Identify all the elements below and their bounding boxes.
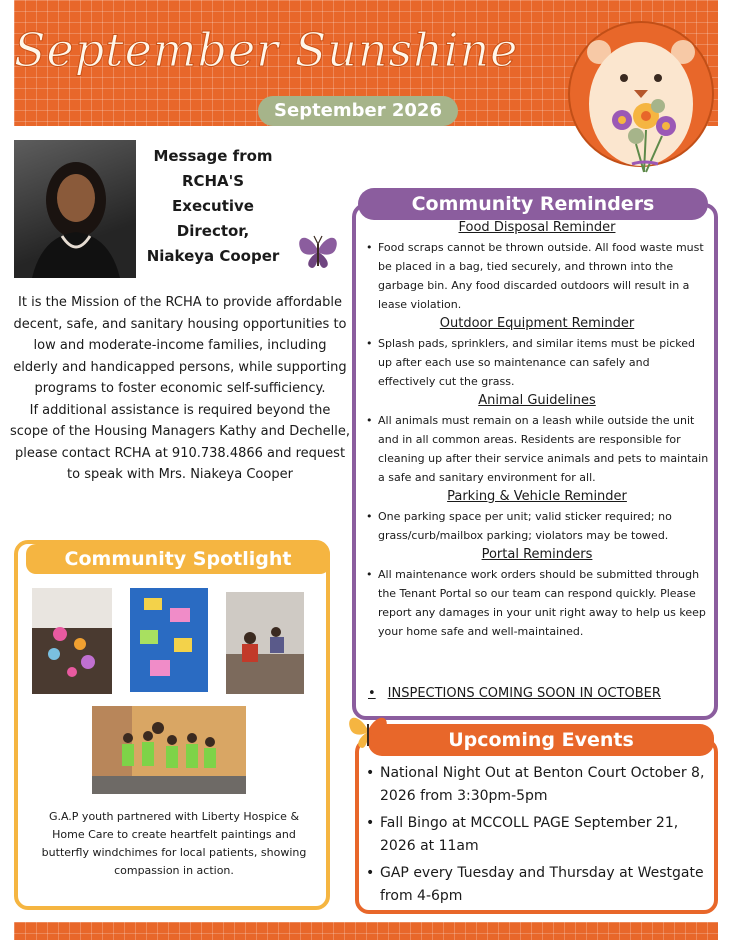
photo-art [226, 592, 304, 694]
photo-art [32, 588, 112, 694]
message-title-line: Niakeya Cooper [146, 247, 280, 265]
photo-art [130, 588, 208, 692]
spotlight-heading: Community Spotlight [26, 544, 330, 574]
reminder-text: • All maintenance work orders should be submitted through the Tenant Portal so our team can respond quickly. Please report any damages in your unit right away to help us keep your home safe and well-maintained. [364, 565, 710, 641]
contact-paragraph: If additional assistance is required beyond the scope of the Housing Managers Kathy and Dechelle, please contact RCHA at 910.738.4866 and request to speak with Mrs. Niakeya Cooper [10, 402, 351, 482]
event-item: • GAP every Tuesday and Thursday at Westgate from 4-6pm [364, 862, 710, 908]
footer-banner [14, 922, 718, 940]
reminder-section-outdoor [364, 314, 710, 391]
reminder-section-animals [364, 391, 710, 487]
newsletter-title: September Sunshine [14, 23, 519, 77]
inspections-notice: • INSPECTIONS COMING SOON IN OCTOBER [368, 686, 661, 701]
reminder-section-portal [364, 545, 710, 641]
reminder-title: Outdoor Equipment Reminder [439, 316, 635, 331]
message-title-line: Executive [172, 197, 254, 215]
director-portrait [14, 140, 136, 278]
spotlight-photo-classroom [226, 592, 304, 694]
message-title-line: RCHA'S [181, 172, 245, 190]
message-title [140, 144, 286, 269]
date-badge: September 2026 [258, 96, 458, 126]
reminders-list [364, 218, 710, 641]
reminder-text: • Food scraps cannot be thrown outside. All food waste must be placed in a bag, tied securely, and thrown into the garbage bin. Any food discarded outdoors will result in a lease violation. [364, 238, 710, 314]
photo-art [92, 706, 246, 794]
message-title-line: Director, [176, 222, 250, 240]
reminders-heading: Community Reminders [358, 188, 708, 220]
reminder-section-food [364, 218, 710, 314]
events-list [364, 762, 710, 912]
portrait-figure [14, 140, 136, 278]
message-title-line: Message from [153, 147, 273, 165]
lion-with-flowers-icon [566, 12, 716, 182]
reminder-text: • One parking space per unit; valid sticker required; no grass/curb/mailbox parking; violators may be towed. [364, 507, 710, 545]
reminder-section-parking [364, 487, 710, 545]
reminder-title: Animal Guidelines [478, 393, 596, 408]
reminder-title: Portal Reminders [481, 547, 593, 562]
mission-paragraph: It is the Mission of the RCHA to provide affordable decent, safe, and sanitary housing opportunities to low and moderate-income families, including elderly and handicapped persons, while supporting programs to foster economic self-sufficiency. [13, 295, 347, 396]
reminder-title: Parking & Vehicle Reminder [447, 489, 627, 504]
butterfly-icon [294, 226, 342, 274]
mission-statement [10, 292, 350, 486]
butterfly-icon [344, 706, 392, 754]
event-item: • National Night Out at Benton Court October 8, 2026 from 3:30pm-5pm [364, 762, 710, 808]
events-heading: Upcoming Events [368, 724, 714, 756]
spotlight-photo-group [92, 706, 246, 794]
reminder-text: • All animals must remain on a leash while outside the unit and in all common areas. Residents are responsible for cleaning up after their service animals and pets to maintain a safe and sanitary environment for all. [364, 411, 710, 487]
spotlight-photo-paintings [130, 588, 208, 692]
event-item: • Fall Bingo at MCCOLL PAGE September 21, 2026 at 11am [364, 812, 710, 858]
reminder-title: Food Disposal Reminder [458, 220, 616, 235]
spotlight-photo-butterflies [32, 588, 112, 694]
reminder-text: • Splash pads, sprinklers, and similar items must be picked up after each use so maintenance can safely and effectively cut the grass. [364, 334, 710, 391]
spotlight-caption: G.A.P youth partnered with Liberty Hospice & Home Care to create heartfelt paintings and butterfly windchimes for local patients, showing compassion in action. [41, 810, 307, 877]
